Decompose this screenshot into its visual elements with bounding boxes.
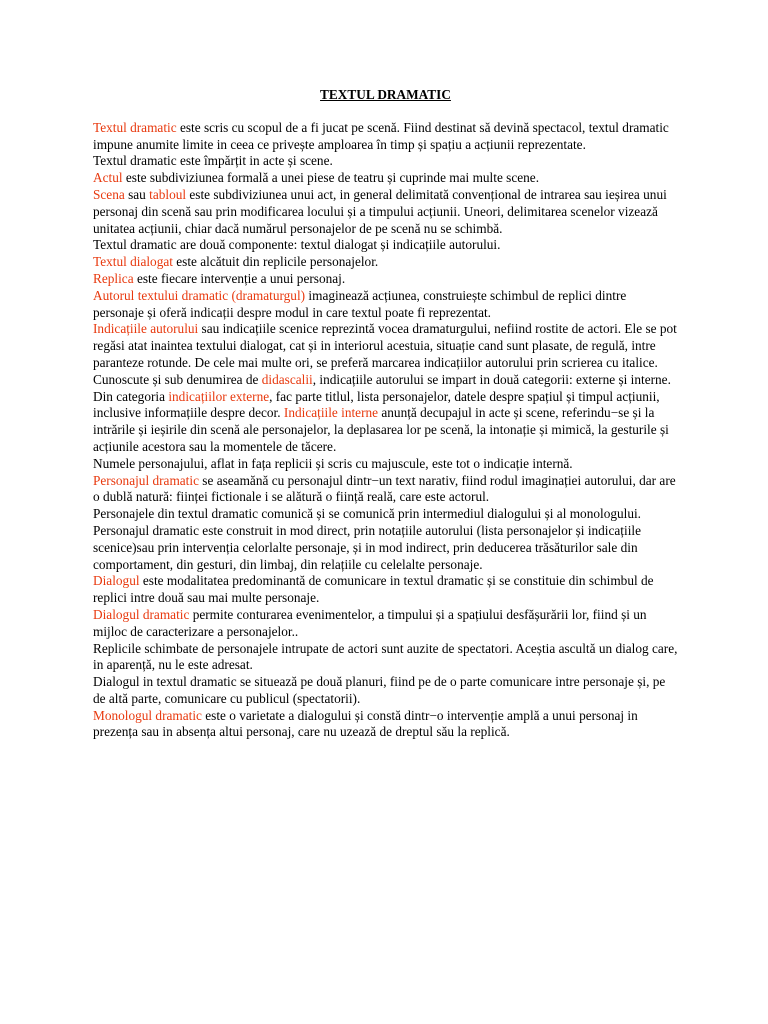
paragraph (93, 153, 678, 170)
highlighted-term: Dialogul dramatic (93, 606, 190, 622)
paragraph-text: Numele personajului, aflat in fața replicii și scris cu majuscule, este tot o indicație internă. (93, 455, 573, 471)
paragraph (93, 523, 678, 573)
paragraph-text: Textul dramatic este împărțit in acte și scene. (93, 153, 333, 169)
paragraph (93, 288, 678, 322)
paragraph-text: este o varietate a dialogului și constă dintr−o intervenție amplă a unui personaj in prezența sau in absența altui personaj, care nu uzează de dreptul său la replică. (93, 707, 638, 740)
paragraph (93, 389, 678, 456)
highlighted-term: Textul dialogat (93, 254, 173, 270)
paragraph-text: este scris cu scopul de a fi jucat pe scenă. Fiind destinat să devină spectacol, textul dramatic impune anumite limite in ceea ce privește amploarea în timp și spațiu a acțiunii reprezentate. (93, 119, 669, 152)
paragraph (93, 506, 678, 523)
paragraph-text: este modalitatea predominantă de comunicare in textul dramatic și se constituie din schimbul de replici intre două sau mai multe personaje. (93, 573, 654, 606)
paragraph (93, 120, 678, 154)
highlighted-term: indicațiilor externe (168, 388, 270, 404)
paragraph (93, 456, 678, 473)
paragraph-text: Dialogul in textul dramatic se situează pe două planuri, fiind pe de o parte comunicare intre personaje și, pe de altă parte, comunicare cu publicul (spectatorii). (93, 674, 666, 706)
paragraph-text: , indicațiile autorului se impart in două categorii: externe și interne. (312, 371, 671, 387)
highlighted-term: Dialogul (93, 573, 140, 589)
paragraph (93, 473, 678, 507)
paragraph (93, 607, 678, 641)
highlighted-term: didascalii (261, 371, 313, 387)
paragraph (93, 674, 678, 708)
paragraph-text: este subdiviziunea unui act, in general delimitată convențional de intrarea sau ieșirea unui personaj din scenă sau prin modificarea locului și a timpului acțiunii. Uneori, delimitarea scenelor vizează unitatea acțiunii, chiar dacă numărul personajelor de pe scenă nu se schimbă. (93, 186, 667, 236)
paragraph (93, 372, 678, 389)
paragraph (93, 573, 678, 607)
paragraph-text: Textul dramatic are două componente: textul dialogat și indicațiile autorului. (93, 237, 501, 253)
paragraph-text: este fiecare intervenție a unui personaj. (133, 270, 346, 286)
highlighted-term: Indicațiile interne (283, 405, 379, 421)
highlighted-term: Monologul dramatic (93, 707, 202, 723)
paragraph-text: permite conturarea evenimentelor, a timpului și a spațiului desfășurării lor, fiind și un mijloc de caracterizare a personajelor.. (93, 606, 647, 639)
paragraph (93, 254, 678, 271)
paragraph-text: este subdiviziunea formală a unei piese de teatru și cuprinde mai multe scene. (122, 170, 540, 186)
highlighted-term: Personajul dramatic (93, 472, 199, 488)
paragraph-text: este alcătuit din replicile personajelor. (172, 254, 379, 270)
highlighted-term: tabloul (149, 186, 187, 202)
highlighted-term: Autorul textului dramatic (dramaturgul) (93, 287, 306, 303)
paragraph-text: Cunoscute și sub denumirea de (93, 371, 262, 387)
document-body (93, 120, 678, 741)
highlighted-term: Replica (93, 270, 134, 286)
paragraph-text: sau indicațiile scenice reprezintă vocea dramaturgului, nefiind rostite de actori. Ele se pot regăsi atat inaintea textului dialogat, cat și in interiorul acestuia, situație cand sunt plasate, de regulă, intre paranteze rotunde. De cele mai multe ori, se preferă marcarea indicațiilor autorului prin scrierea cu italice. (93, 321, 677, 370)
document-page (93, 87, 678, 741)
paragraph (93, 708, 678, 742)
paragraph (93, 271, 678, 288)
highlighted-term: Actul (93, 170, 123, 186)
paragraph-text: Din categoria (93, 388, 169, 404)
paragraph-text: , fac parte titlul, lista personajelor, datele despre spațiul și timpul acțiunii, inclusive informațiile despre decor. (93, 388, 660, 421)
paragraph-text: Personajul dramatic este construit in mod direct, prin notațiile autorului (lista personajelor și indicațiile scenice)sau prin intervenția celorlalte personaje, și in mod indirect, prin deducerea trăsăturilor sale din comportament, din gesturi, din limbaj, din relațiile cu celelalte personaje. (93, 522, 641, 572)
document-title: TEXTUL DRAMATIC (320, 87, 451, 102)
paragraph-text: anunță decupajul in acte și scene, referindu−se și la intrările și ieșirile din scenă ale personajelor, la deplasarea lor pe scenă, la intonație și mimică, la gesturile și acțiunile acestora sau la momentele de tăcere. (93, 405, 669, 454)
paragraph (93, 321, 678, 371)
paragraph-text: se aseamănă cu personajul dintr−un text narativ, fiind rodul imaginației autorului, dar are o dublă natură: ființei fictionale i se alătură o ființă reală, care este actorul. (93, 472, 676, 505)
highlighted-term: Scena (93, 186, 125, 202)
paragraph-text: Personajele din textul dramatic comunică și se comunică prin intermediul dialogului și al monologului. (93, 506, 642, 522)
highlighted-term: Textul dramatic (93, 119, 177, 135)
highlighted-term: Indicațiile autorului (93, 321, 199, 337)
paragraph-text: sau (124, 186, 150, 202)
paragraph (93, 187, 678, 237)
paragraph (93, 641, 678, 675)
paragraph (93, 237, 678, 254)
paragraph (93, 170, 678, 187)
paragraph-text: imaginează acțiunea, construiește schimbul de replici dintre personaje și oferă indicații despre modul in care textul poate fi reprezentat. (93, 287, 627, 320)
paragraph-text: Replicile schimbate de personajele intrupate de actori sunt auzite de spectatori. Aceștia ascultă un dialog care, in aparență, nu le este adresat. (93, 640, 678, 673)
